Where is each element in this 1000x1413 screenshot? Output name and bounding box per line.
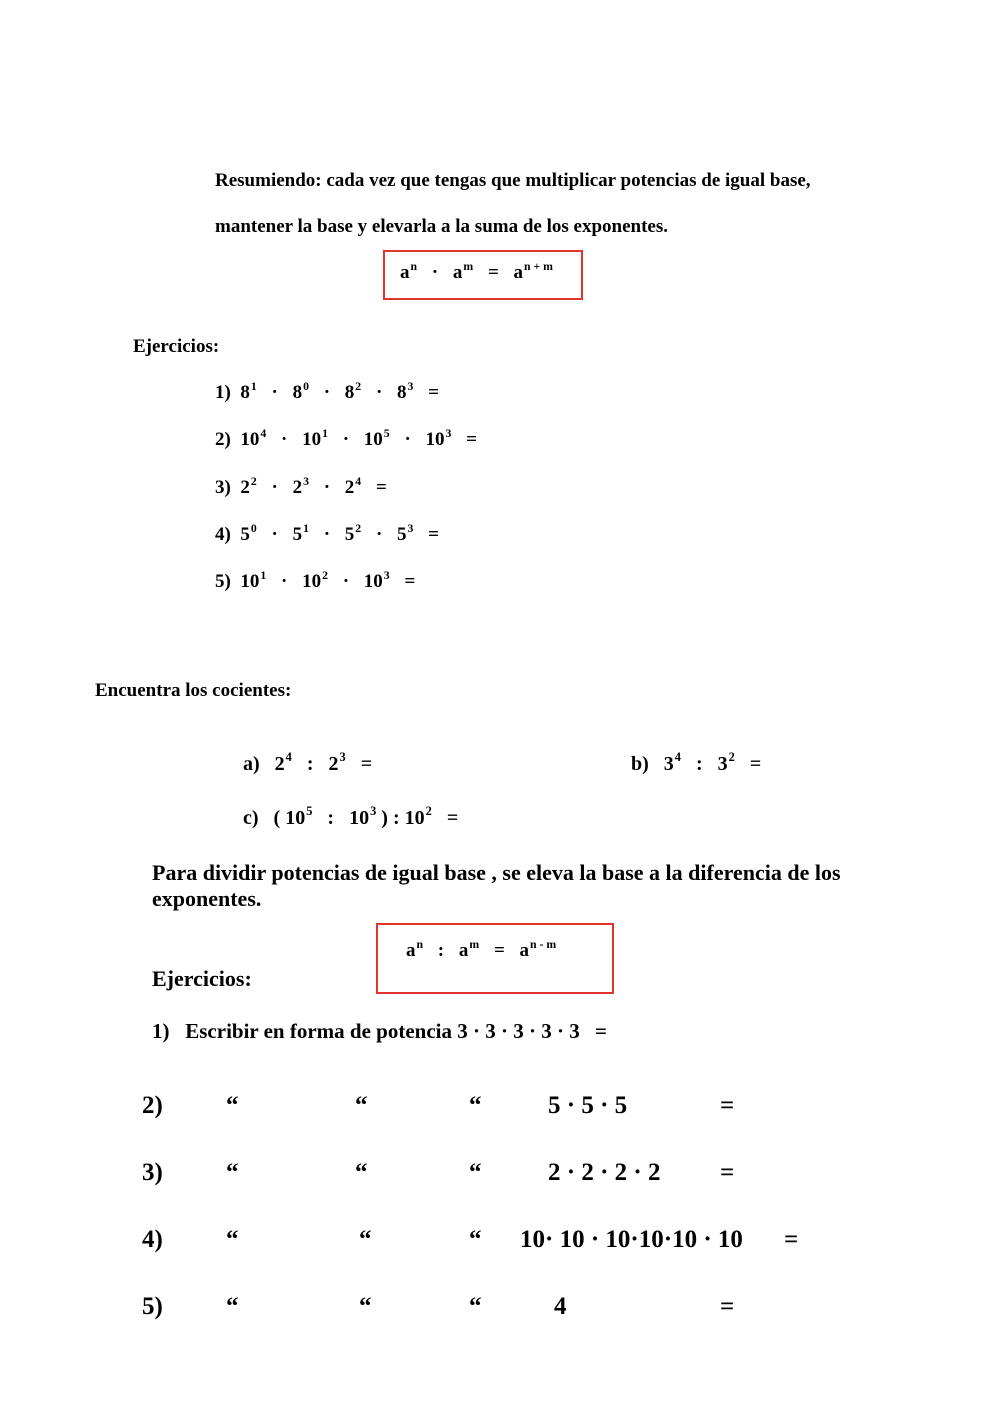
ditto-mark: “ <box>226 1092 239 1119</box>
ditto-mark: “ <box>469 1293 482 1320</box>
division-rule-line-1: Para dividir potencias de igual base , se eleva la base a la diferencia de los <box>152 860 841 885</box>
product-rule-formula: $a^n \cdot a^m = a^{n + m}$ <box>400 259 553 283</box>
ditto-mark: “ <box>469 1226 482 1253</box>
exercise-expression: 10· 10 · 10·10·10 · 10 <box>520 1226 743 1253</box>
quotients-title: Encuentra los cocientes: <box>95 680 292 701</box>
quotient-a: a) $2^4$ : $2^3$ = <box>243 750 373 775</box>
ditto-mark: “ <box>469 1159 482 1186</box>
exercise-item: 3) $2^2 \cdot 2^3 \cdot 2^4$ = <box>215 474 387 498</box>
exercise-item: 1) $8^1 \cdot 8^0 \cdot 8^2 \cdot 8^3$ = <box>215 379 439 403</box>
equals-sign: = <box>720 1293 735 1320</box>
exercises-title-2: Ejercicios: <box>152 966 252 991</box>
exercise-row: 2) <box>142 1092 163 1119</box>
exercise-expression: 5 · 5 · 5 <box>548 1092 628 1119</box>
equals-sign: = <box>784 1226 799 1253</box>
ditto-mark: “ <box>359 1226 372 1253</box>
exercise-power-form-1: 1) Escribir en forma de potencia 3 · 3 · 3 · 3 · 3 = <box>152 1019 607 1043</box>
exercise-expression: 4 <box>554 1293 567 1320</box>
ditto-mark: “ <box>355 1092 368 1119</box>
ditto-mark: “ <box>226 1226 239 1253</box>
ditto-mark: “ <box>355 1159 368 1186</box>
quotient-c: c) ( $10^5$ : $10^3$ ) : $10^2$ = <box>243 804 459 829</box>
summary-line-2: mantener la base y elevarla a la suma de los exponentes. <box>215 216 668 237</box>
exercise-row: 3) <box>142 1159 163 1186</box>
exercise-expression: 2 · 2 · 2 · 2 <box>548 1159 661 1186</box>
division-rule-line-2: exponentes. <box>152 886 262 911</box>
exercise-row: 5) <box>142 1293 163 1320</box>
summary-line-1: Resumiendo: cada vez que tengas que multiplicar potencias de igual base, <box>215 170 811 191</box>
ditto-mark: “ <box>226 1159 239 1186</box>
exercise-item: 2) $10^4 \cdot 10^1 \cdot 10^5 \cdot 10^3$ = <box>215 426 477 450</box>
ditto-mark: “ <box>226 1293 239 1320</box>
exercise-item: 5) $10^1 \cdot 10^2 \cdot 10^3$ = <box>215 568 416 592</box>
ditto-mark: “ <box>469 1092 482 1119</box>
equals-sign: = <box>720 1092 735 1119</box>
division-rule-formula: $a^n$ : $a^m = a^{n - m}$ <box>406 937 557 961</box>
equals-sign: = <box>720 1159 735 1186</box>
quotient-b: b) $3^4$ : $3^2$ = <box>631 750 762 775</box>
exercise-item: 4) $5^0 \cdot 5^1 \cdot 5^2 \cdot 5^3$ = <box>215 521 439 545</box>
exercise-row: 4) <box>142 1226 163 1253</box>
exercises-title: Ejercicios: <box>133 336 220 357</box>
ditto-mark: “ <box>359 1293 372 1320</box>
